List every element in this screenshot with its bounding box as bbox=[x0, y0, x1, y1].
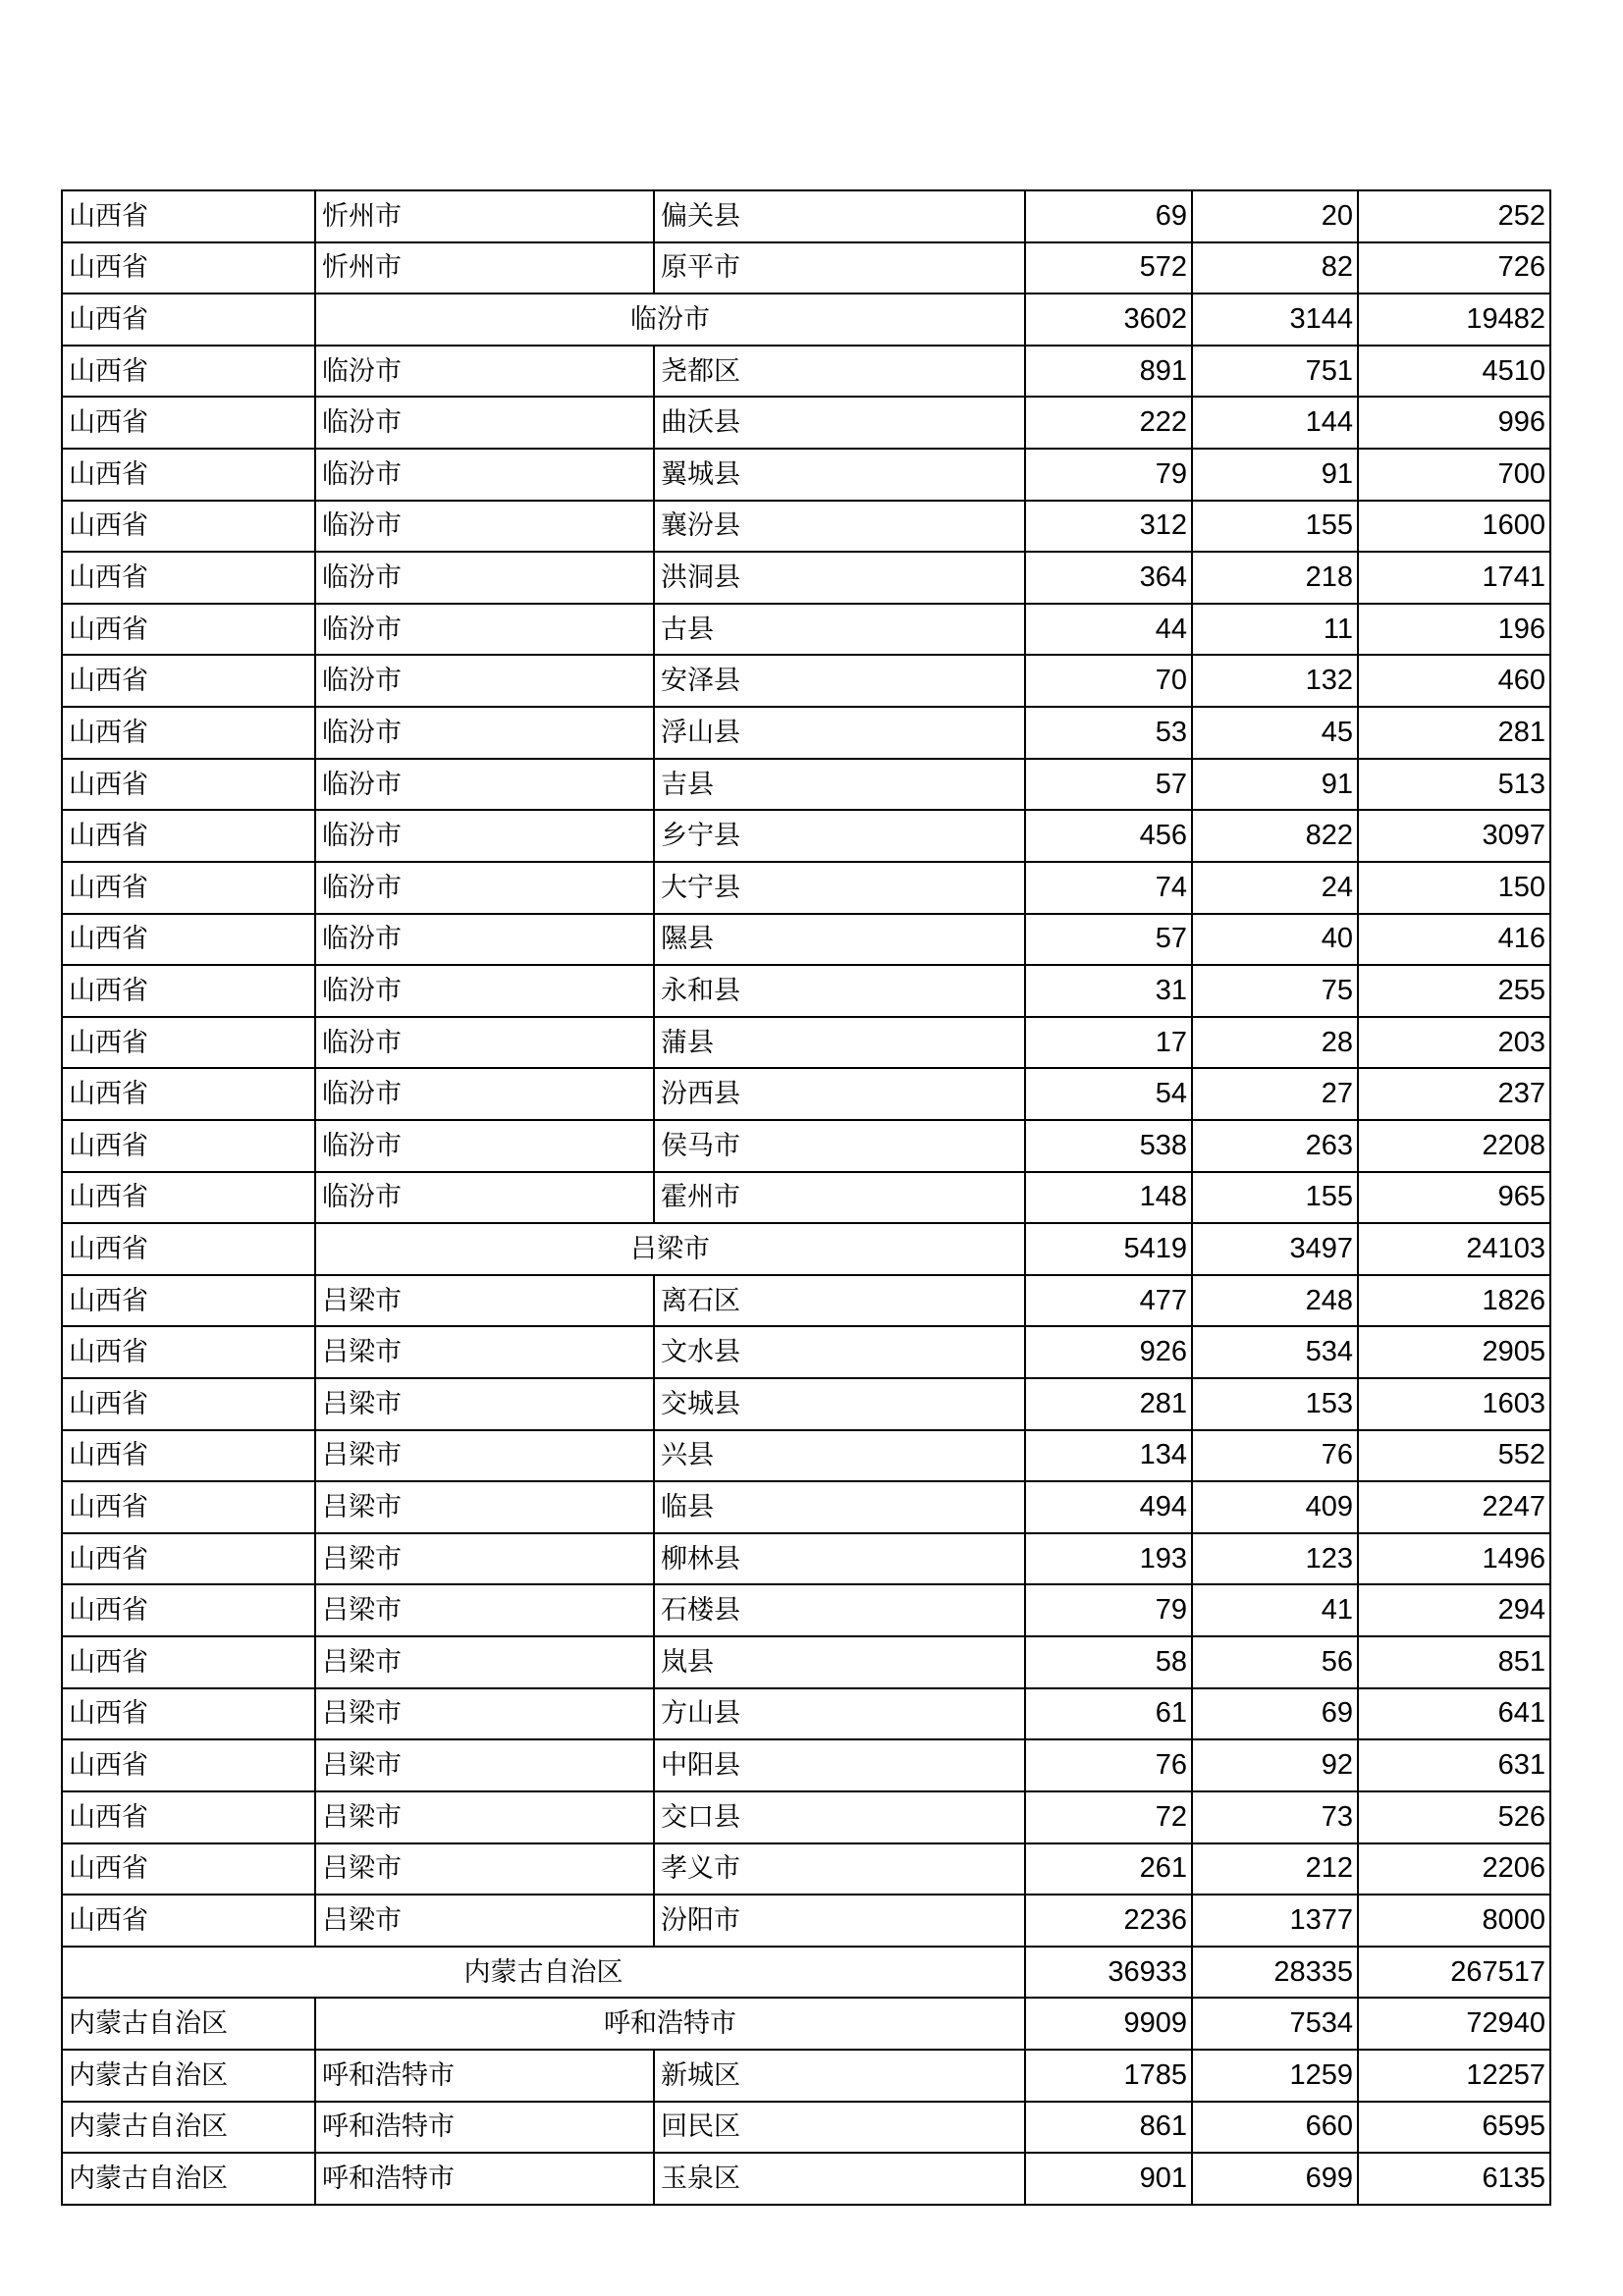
value-cell-3: 1826 bbox=[1358, 1275, 1550, 1327]
value-cell-2: 409 bbox=[1192, 1481, 1358, 1533]
city-cell: 临汾市 bbox=[315, 1068, 654, 1120]
province-cell: 山西省 bbox=[62, 1017, 315, 1069]
province-cell: 山西省 bbox=[62, 1378, 315, 1430]
table-row bbox=[62, 1481, 1550, 1533]
province-cell: 山西省 bbox=[62, 397, 315, 449]
value-cell-1: 74 bbox=[1025, 862, 1192, 914]
table-row bbox=[62, 1739, 1550, 1791]
value-cell-1: 57 bbox=[1025, 914, 1192, 966]
value-cell-1: 72 bbox=[1025, 1791, 1192, 1843]
value-cell-3: 965 bbox=[1358, 1172, 1550, 1224]
value-cell-2: 155 bbox=[1192, 501, 1358, 553]
value-cell-3: 24103 bbox=[1358, 1223, 1550, 1275]
city-cell: 临汾市 bbox=[315, 759, 654, 811]
city-cell: 吕梁市 bbox=[315, 1481, 654, 1533]
value-cell-2: 132 bbox=[1192, 655, 1358, 707]
value-cell-1: 44 bbox=[1025, 604, 1192, 656]
city-cell: 吕梁市 bbox=[315, 1739, 654, 1791]
province-total-row bbox=[62, 1947, 1550, 1999]
value-cell-3: 6595 bbox=[1358, 2102, 1550, 2154]
value-cell-3: 851 bbox=[1358, 1636, 1550, 1688]
city-cell: 临汾市 bbox=[315, 501, 654, 553]
county-cell: 汾西县 bbox=[654, 1068, 1025, 1120]
province-cell: 山西省 bbox=[62, 552, 315, 604]
value-cell-1: 2236 bbox=[1025, 1895, 1192, 1947]
county-cell: 翼城县 bbox=[654, 449, 1025, 501]
city-cell: 吕梁市 bbox=[315, 1895, 654, 1947]
table-row bbox=[62, 1584, 1550, 1636]
value-cell-2: 3144 bbox=[1192, 294, 1358, 346]
table-row bbox=[62, 2050, 1550, 2102]
table-body bbox=[62, 190, 1550, 2205]
city-cell: 临汾市 bbox=[315, 604, 654, 656]
city-cell: 呼和浩特市 bbox=[315, 2102, 654, 2154]
table-row bbox=[62, 501, 1550, 553]
county-cell: 襄汾县 bbox=[654, 501, 1025, 553]
value-cell-1: 861 bbox=[1025, 2102, 1192, 2154]
value-cell-2: 24 bbox=[1192, 862, 1358, 914]
province-cell: 山西省 bbox=[62, 242, 315, 294]
province-cell: 山西省 bbox=[62, 501, 315, 553]
province-cell: 山西省 bbox=[62, 862, 315, 914]
province-cell: 内蒙古自治区 bbox=[62, 1998, 315, 2050]
table-row bbox=[62, 1068, 1550, 1120]
county-cell: 中阳县 bbox=[654, 1739, 1025, 1791]
value-cell-3: 2247 bbox=[1358, 1481, 1550, 1533]
table-row bbox=[62, 1326, 1550, 1378]
county-cell: 兴县 bbox=[654, 1430, 1025, 1482]
value-cell-1: 58 bbox=[1025, 1636, 1192, 1688]
county-cell: 交口县 bbox=[654, 1791, 1025, 1843]
city-cell: 临汾市 bbox=[315, 397, 654, 449]
table-row bbox=[62, 1533, 1550, 1585]
table-row bbox=[62, 1688, 1550, 1740]
value-cell-1: 477 bbox=[1025, 1275, 1192, 1327]
value-cell-2: 248 bbox=[1192, 1275, 1358, 1327]
value-cell-2: 1259 bbox=[1192, 2050, 1358, 2102]
value-cell-1: 193 bbox=[1025, 1533, 1192, 1585]
value-cell-1: 572 bbox=[1025, 242, 1192, 294]
table-row bbox=[62, 242, 1550, 294]
county-cell: 偏关县 bbox=[654, 190, 1025, 242]
province-cell: 山西省 bbox=[62, 1223, 315, 1275]
table-row bbox=[62, 1430, 1550, 1482]
value-cell-3: 460 bbox=[1358, 655, 1550, 707]
county-cell: 吉县 bbox=[654, 759, 1025, 811]
province-cell: 山西省 bbox=[62, 1326, 315, 1378]
city-cell: 临汾市 bbox=[315, 346, 654, 398]
table-row bbox=[62, 759, 1550, 811]
value-cell-3: 12257 bbox=[1358, 2050, 1550, 2102]
value-cell-1: 79 bbox=[1025, 449, 1192, 501]
table-row bbox=[62, 1895, 1550, 1947]
value-cell-1: 222 bbox=[1025, 397, 1192, 449]
province-cell: 山西省 bbox=[62, 1068, 315, 1120]
city-cell: 吕梁市 bbox=[315, 1430, 654, 1482]
city-cell: 临汾市 bbox=[315, 707, 654, 759]
city-cell: 忻州市 bbox=[315, 242, 654, 294]
value-cell-3: 2905 bbox=[1358, 1326, 1550, 1378]
value-cell-3: 1600 bbox=[1358, 501, 1550, 553]
value-cell-2: 155 bbox=[1192, 1172, 1358, 1224]
county-cell: 隰县 bbox=[654, 914, 1025, 966]
province-cell: 山西省 bbox=[62, 1739, 315, 1791]
province-cell: 山西省 bbox=[62, 810, 315, 862]
city-cell: 吕梁市 bbox=[315, 1533, 654, 1585]
city-subtotal-row bbox=[62, 1223, 1550, 1275]
county-cell: 孝义市 bbox=[654, 1843, 1025, 1896]
city-cell: 吕梁市 bbox=[315, 1584, 654, 1636]
value-cell-1: 36933 bbox=[1025, 1947, 1192, 1999]
province-cell: 山西省 bbox=[62, 1584, 315, 1636]
city-cell: 临汾市 bbox=[315, 655, 654, 707]
county-cell: 文水县 bbox=[654, 1326, 1025, 1378]
province-cell: 内蒙古自治区 bbox=[62, 2050, 315, 2102]
county-cell: 大宁县 bbox=[654, 862, 1025, 914]
city-cell: 吕梁市 bbox=[315, 1275, 654, 1327]
county-cell: 古县 bbox=[654, 604, 1025, 656]
province-cell: 山西省 bbox=[62, 294, 315, 346]
table-row bbox=[62, 1120, 1550, 1172]
value-cell-2: 699 bbox=[1192, 2153, 1358, 2205]
province-cell: 山西省 bbox=[62, 1120, 315, 1172]
city-cell: 吕梁市 bbox=[315, 1378, 654, 1430]
table-row bbox=[62, 552, 1550, 604]
value-cell-3: 631 bbox=[1358, 1739, 1550, 1791]
county-cell: 离石区 bbox=[654, 1275, 1025, 1327]
province-cell: 内蒙古自治区 bbox=[62, 2102, 315, 2154]
value-cell-1: 70 bbox=[1025, 655, 1192, 707]
table-row bbox=[62, 2102, 1550, 2154]
city-cell: 临汾市 bbox=[315, 552, 654, 604]
province-cell: 山西省 bbox=[62, 1430, 315, 1482]
value-cell-1: 901 bbox=[1025, 2153, 1192, 2205]
value-cell-3: 1603 bbox=[1358, 1378, 1550, 1430]
province-cell: 山西省 bbox=[62, 655, 315, 707]
value-cell-1: 54 bbox=[1025, 1068, 1192, 1120]
city-cell: 临汾市 bbox=[315, 810, 654, 862]
value-cell-1: 891 bbox=[1025, 346, 1192, 398]
table-row bbox=[62, 1275, 1550, 1327]
province-cell: 山西省 bbox=[62, 604, 315, 656]
county-cell: 岚县 bbox=[654, 1636, 1025, 1688]
county-cell: 玉泉区 bbox=[654, 2153, 1025, 2205]
province-cell: 山西省 bbox=[62, 1688, 315, 1740]
value-cell-3: 203 bbox=[1358, 1017, 1550, 1069]
value-cell-1: 134 bbox=[1025, 1430, 1192, 1482]
county-cell: 安泽县 bbox=[654, 655, 1025, 707]
county-cell: 回民区 bbox=[654, 2102, 1025, 2154]
province-cell: 山西省 bbox=[62, 449, 315, 501]
value-cell-2: 45 bbox=[1192, 707, 1358, 759]
province-cell: 山西省 bbox=[62, 190, 315, 242]
city-cell: 临汾市 bbox=[315, 862, 654, 914]
value-cell-3: 8000 bbox=[1358, 1895, 1550, 1947]
value-cell-2: 144 bbox=[1192, 397, 1358, 449]
city-cell: 忻州市 bbox=[315, 190, 654, 242]
table-row bbox=[62, 1378, 1550, 1430]
city-name-cell: 呼和浩特市 bbox=[315, 1998, 1025, 2050]
value-cell-1: 538 bbox=[1025, 1120, 1192, 1172]
value-cell-2: 28 bbox=[1192, 1017, 1358, 1069]
table-row bbox=[62, 397, 1550, 449]
value-cell-2: 123 bbox=[1192, 1533, 1358, 1585]
province-cell: 山西省 bbox=[62, 707, 315, 759]
value-cell-1: 1785 bbox=[1025, 2050, 1192, 2102]
value-cell-3: 196 bbox=[1358, 604, 1550, 656]
table-row bbox=[62, 190, 1550, 242]
province-cell: 山西省 bbox=[62, 759, 315, 811]
value-cell-3: 416 bbox=[1358, 914, 1550, 966]
value-cell-3: 996 bbox=[1358, 397, 1550, 449]
value-cell-3: 150 bbox=[1358, 862, 1550, 914]
province-cell: 山西省 bbox=[62, 965, 315, 1017]
province-cell: 山西省 bbox=[62, 1843, 315, 1896]
value-cell-3: 281 bbox=[1358, 707, 1550, 759]
value-cell-3: 2208 bbox=[1358, 1120, 1550, 1172]
county-cell: 石楼县 bbox=[654, 1584, 1025, 1636]
city-cell: 呼和浩特市 bbox=[315, 2153, 654, 2205]
value-cell-2: 751 bbox=[1192, 346, 1358, 398]
value-cell-2: 153 bbox=[1192, 1378, 1358, 1430]
value-cell-2: 92 bbox=[1192, 1739, 1358, 1791]
city-cell: 吕梁市 bbox=[315, 1843, 654, 1896]
value-cell-3: 513 bbox=[1358, 759, 1550, 811]
table-row bbox=[62, 1636, 1550, 1688]
county-cell: 新城区 bbox=[654, 2050, 1025, 2102]
city-subtotal-row bbox=[62, 294, 1550, 346]
county-cell: 方山县 bbox=[654, 1688, 1025, 1740]
county-cell: 临县 bbox=[654, 1481, 1025, 1533]
city-cell: 吕梁市 bbox=[315, 1791, 654, 1843]
value-cell-3: 641 bbox=[1358, 1688, 1550, 1740]
value-cell-3: 526 bbox=[1358, 1791, 1550, 1843]
value-cell-1: 364 bbox=[1025, 552, 1192, 604]
city-cell: 临汾市 bbox=[315, 965, 654, 1017]
value-cell-3: 267517 bbox=[1358, 1947, 1550, 1999]
value-cell-2: 212 bbox=[1192, 1843, 1358, 1896]
value-cell-2: 91 bbox=[1192, 759, 1358, 811]
value-cell-2: 82 bbox=[1192, 242, 1358, 294]
value-cell-2: 11 bbox=[1192, 604, 1358, 656]
table-row bbox=[62, 1791, 1550, 1843]
value-cell-2: 28335 bbox=[1192, 1947, 1358, 1999]
value-cell-2: 73 bbox=[1192, 1791, 1358, 1843]
city-cell: 临汾市 bbox=[315, 449, 654, 501]
county-cell: 霍州市 bbox=[654, 1172, 1025, 1224]
value-cell-3: 72940 bbox=[1358, 1998, 1550, 2050]
province-cell: 山西省 bbox=[62, 1791, 315, 1843]
province-cell: 山西省 bbox=[62, 1481, 315, 1533]
value-cell-1: 281 bbox=[1025, 1378, 1192, 1430]
value-cell-1: 31 bbox=[1025, 965, 1192, 1017]
county-cell: 乡宁县 bbox=[654, 810, 1025, 862]
value-cell-3: 552 bbox=[1358, 1430, 1550, 1482]
province-cell: 山西省 bbox=[62, 1275, 315, 1327]
province-cell: 山西省 bbox=[62, 914, 315, 966]
table-row bbox=[62, 1172, 1550, 1224]
value-cell-2: 822 bbox=[1192, 810, 1358, 862]
value-cell-1: 9909 bbox=[1025, 1998, 1192, 2050]
value-cell-2: 27 bbox=[1192, 1068, 1358, 1120]
city-cell: 吕梁市 bbox=[315, 1688, 654, 1740]
value-cell-1: 61 bbox=[1025, 1688, 1192, 1740]
province-cell: 内蒙古自治区 bbox=[62, 2153, 315, 2205]
table-row bbox=[62, 346, 1550, 398]
county-cell: 永和县 bbox=[654, 965, 1025, 1017]
province-cell: 山西省 bbox=[62, 1895, 315, 1947]
table-row bbox=[62, 707, 1550, 759]
value-cell-2: 20 bbox=[1192, 190, 1358, 242]
province-name-cell: 内蒙古自治区 bbox=[62, 1947, 1025, 1999]
value-cell-3: 2206 bbox=[1358, 1843, 1550, 1896]
city-cell: 临汾市 bbox=[315, 1120, 654, 1172]
table-row bbox=[62, 1843, 1550, 1896]
statistics-table bbox=[61, 189, 1551, 2206]
value-cell-3: 4510 bbox=[1358, 346, 1550, 398]
table-row bbox=[62, 1017, 1550, 1069]
county-cell: 汾阳市 bbox=[654, 1895, 1025, 1947]
value-cell-3: 6135 bbox=[1358, 2153, 1550, 2205]
value-cell-1: 76 bbox=[1025, 1739, 1192, 1791]
value-cell-1: 17 bbox=[1025, 1017, 1192, 1069]
table-row bbox=[62, 965, 1550, 1017]
value-cell-1: 261 bbox=[1025, 1843, 1192, 1896]
value-cell-1: 148 bbox=[1025, 1172, 1192, 1224]
value-cell-1: 79 bbox=[1025, 1584, 1192, 1636]
value-cell-2: 41 bbox=[1192, 1584, 1358, 1636]
city-cell: 临汾市 bbox=[315, 1017, 654, 1069]
county-cell: 曲沃县 bbox=[654, 397, 1025, 449]
value-cell-3: 3097 bbox=[1358, 810, 1550, 862]
value-cell-1: 69 bbox=[1025, 190, 1192, 242]
value-cell-2: 263 bbox=[1192, 1120, 1358, 1172]
value-cell-2: 69 bbox=[1192, 1688, 1358, 1740]
city-cell: 呼和浩特市 bbox=[315, 2050, 654, 2102]
value-cell-3: 700 bbox=[1358, 449, 1550, 501]
value-cell-1: 53 bbox=[1025, 707, 1192, 759]
value-cell-3: 255 bbox=[1358, 965, 1550, 1017]
value-cell-3: 237 bbox=[1358, 1068, 1550, 1120]
value-cell-3: 252 bbox=[1358, 190, 1550, 242]
value-cell-1: 312 bbox=[1025, 501, 1192, 553]
value-cell-2: 3497 bbox=[1192, 1223, 1358, 1275]
value-cell-3: 1496 bbox=[1358, 1533, 1550, 1585]
table-row bbox=[62, 449, 1550, 501]
value-cell-1: 926 bbox=[1025, 1326, 1192, 1378]
province-cell: 山西省 bbox=[62, 346, 315, 398]
county-cell: 蒲县 bbox=[654, 1017, 1025, 1069]
province-cell: 山西省 bbox=[62, 1636, 315, 1688]
value-cell-1: 5419 bbox=[1025, 1223, 1192, 1275]
value-cell-2: 1377 bbox=[1192, 1895, 1358, 1947]
province-cell: 山西省 bbox=[62, 1172, 315, 1224]
city-cell: 临汾市 bbox=[315, 914, 654, 966]
value-cell-2: 534 bbox=[1192, 1326, 1358, 1378]
value-cell-2: 40 bbox=[1192, 914, 1358, 966]
value-cell-3: 1741 bbox=[1358, 552, 1550, 604]
county-cell: 柳林县 bbox=[654, 1533, 1025, 1585]
value-cell-3: 726 bbox=[1358, 242, 1550, 294]
province-cell: 山西省 bbox=[62, 1533, 315, 1585]
value-cell-1: 456 bbox=[1025, 810, 1192, 862]
table-row bbox=[62, 810, 1550, 862]
table-row bbox=[62, 655, 1550, 707]
table-row bbox=[62, 862, 1550, 914]
value-cell-2: 56 bbox=[1192, 1636, 1358, 1688]
county-cell: 原平市 bbox=[654, 242, 1025, 294]
value-cell-1: 494 bbox=[1025, 1481, 1192, 1533]
city-subtotal-row bbox=[62, 1998, 1550, 2050]
city-cell: 临汾市 bbox=[315, 1172, 654, 1224]
value-cell-1: 3602 bbox=[1025, 294, 1192, 346]
city-name-cell: 临汾市 bbox=[315, 294, 1025, 346]
value-cell-2: 218 bbox=[1192, 552, 1358, 604]
value-cell-2: 76 bbox=[1192, 1430, 1358, 1482]
city-cell: 吕梁市 bbox=[315, 1326, 654, 1378]
value-cell-2: 660 bbox=[1192, 2102, 1358, 2154]
county-cell: 侯马市 bbox=[654, 1120, 1025, 1172]
value-cell-1: 57 bbox=[1025, 759, 1192, 811]
value-cell-2: 91 bbox=[1192, 449, 1358, 501]
table-row bbox=[62, 914, 1550, 966]
county-cell: 尧都区 bbox=[654, 346, 1025, 398]
value-cell-3: 294 bbox=[1358, 1584, 1550, 1636]
value-cell-2: 7534 bbox=[1192, 1998, 1358, 2050]
city-cell: 吕梁市 bbox=[315, 1636, 654, 1688]
value-cell-2: 75 bbox=[1192, 965, 1358, 1017]
table-row bbox=[62, 604, 1550, 656]
county-cell: 交城县 bbox=[654, 1378, 1025, 1430]
table-row bbox=[62, 2153, 1550, 2205]
value-cell-3: 19482 bbox=[1358, 294, 1550, 346]
city-name-cell: 吕梁市 bbox=[315, 1223, 1025, 1275]
county-cell: 浮山县 bbox=[654, 707, 1025, 759]
county-cell: 洪洞县 bbox=[654, 552, 1025, 604]
